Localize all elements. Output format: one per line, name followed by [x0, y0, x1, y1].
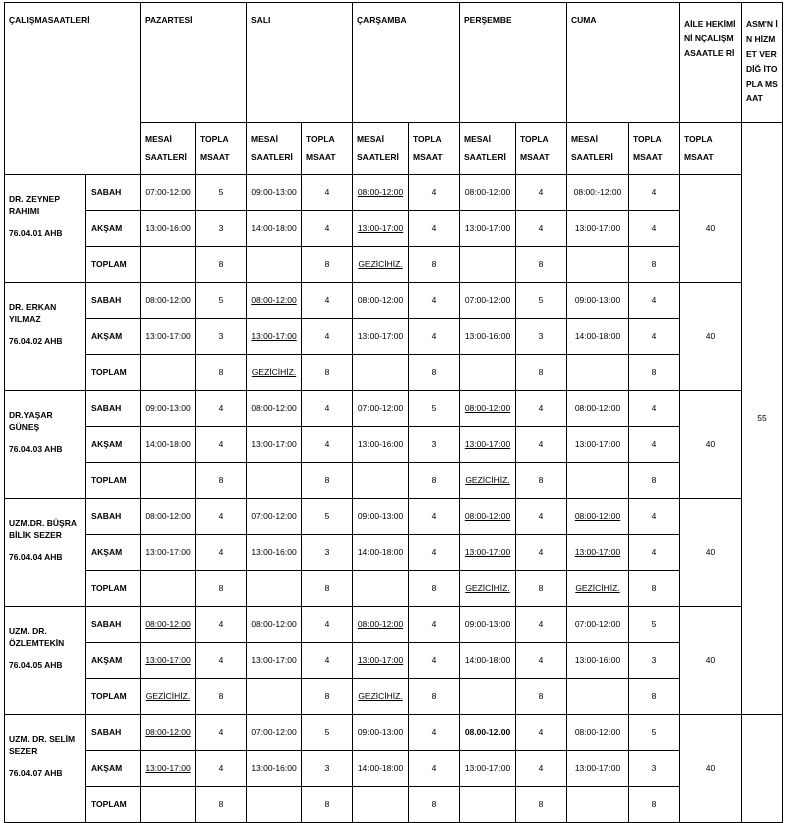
table-row: [5, 679, 783, 715]
table-row: [5, 175, 783, 211]
hours-cell: 8: [516, 679, 567, 715]
table-row: [5, 247, 783, 283]
time-range-cell: [460, 355, 516, 391]
time-range-cell: 07:00-12:00: [567, 607, 629, 643]
shift-label: TOPLAM: [86, 247, 141, 283]
time-range-cell: 08:00-12:00: [567, 391, 629, 427]
time-range-cell: 08:00-12:00: [247, 391, 302, 427]
time-range-cell: 08:00-12:00: [353, 283, 409, 319]
doctor-cell: [5, 175, 86, 283]
day-header-friday: CUMA: [567, 3, 680, 123]
hours-cell: 8: [409, 679, 460, 715]
hours-cell: 5: [409, 391, 460, 427]
hours-cell: 5: [302, 715, 353, 751]
hours-cell: 4: [629, 283, 680, 319]
shift-label: TOPLAM: [86, 355, 141, 391]
doctor-total-hours: 40: [680, 715, 742, 823]
time-range-cell: [141, 571, 196, 607]
time-range-cell: 07:00-12:00: [460, 283, 516, 319]
doctor-total-hours: 40: [680, 391, 742, 499]
hours-cell: 8: [516, 355, 567, 391]
time-range-cell: 13:00-17:00: [141, 643, 196, 679]
hours-cell: 4: [196, 391, 247, 427]
hours-cell: 8: [196, 247, 247, 283]
time-range-cell: GEZİCİHİZ.: [460, 571, 516, 607]
hours-cell: 8: [196, 571, 247, 607]
hours-cell: 4: [409, 499, 460, 535]
table-row: [5, 787, 783, 823]
shift-label: AKŞAM: [86, 643, 141, 679]
time-range-cell: 14:00-18:00: [460, 643, 516, 679]
table-row: [5, 643, 783, 679]
mesai-label: MESAİ SAATLERİ: [567, 123, 629, 175]
time-range-cell: GEZİCİHİZ.: [460, 463, 516, 499]
doctor-cell: [5, 391, 86, 499]
time-range-cell: 13:00-16:00: [353, 427, 409, 463]
hours-cell: 4: [302, 319, 353, 355]
time-range-cell: 13:00-16:00: [141, 211, 196, 247]
time-range-cell: 08:00-12:00: [141, 607, 196, 643]
hours-cell: 8: [196, 463, 247, 499]
time-range-cell: [567, 463, 629, 499]
empty-cell: [742, 715, 783, 823]
time-range-cell: 13:00-17:00: [567, 751, 629, 787]
time-range-cell: 08:00-12:00: [141, 715, 196, 751]
table-row: [5, 391, 783, 427]
mesai-label: MESAİ SAATLERİ: [353, 123, 409, 175]
hours-cell: 5: [516, 283, 567, 319]
time-range-cell: 08:00-12:00: [460, 499, 516, 535]
time-range-cell: 13:00-17:00: [460, 427, 516, 463]
mesai-label: MESAİ SAATLERİ: [247, 123, 302, 175]
time-range-cell: 13:00-17:00: [141, 319, 196, 355]
time-range-cell: [247, 787, 302, 823]
doctor-total-hours: 40: [680, 175, 742, 283]
hours-cell: 4: [516, 499, 567, 535]
doctor-cell: [5, 715, 86, 823]
hours-cell: 4: [409, 607, 460, 643]
hours-cell: 8: [409, 463, 460, 499]
doctor-name: UZM. DR. SELİM SEZER: [9, 734, 76, 757]
day-header-wednesday: ÇARŞAMBA: [353, 3, 460, 123]
time-range-cell: [353, 355, 409, 391]
toplam-label: TOPLA MSAAT: [516, 123, 567, 175]
doctor-code: 76.04.03 AHB: [9, 443, 63, 454]
time-range-cell: 13:00-16:00: [247, 751, 302, 787]
hours-cell: 3: [196, 211, 247, 247]
table-row: [5, 715, 783, 751]
hours-cell: 4: [302, 391, 353, 427]
hours-cell: 4: [409, 751, 460, 787]
time-range-cell: [247, 463, 302, 499]
time-range-cell: 13:00-17:00: [353, 643, 409, 679]
hours-cell: 4: [629, 535, 680, 571]
toplam-label: TOPLA MSAAT: [629, 123, 680, 175]
hours-cell: 4: [409, 211, 460, 247]
shift-label: AKŞAM: [86, 211, 141, 247]
hours-cell: 4: [196, 643, 247, 679]
time-range-cell: 08:00-12:00: [247, 283, 302, 319]
time-range-cell: 07:00-12:00: [141, 175, 196, 211]
shift-label: SABAH: [86, 175, 141, 211]
hours-cell: 8: [409, 571, 460, 607]
time-range-cell: GEZİCİHİZ.: [353, 247, 409, 283]
mesai-label: MESAİ SAATLERİ: [141, 123, 196, 175]
time-range-cell: 07:00-12:00: [247, 499, 302, 535]
hours-cell: 8: [409, 355, 460, 391]
table-row: [5, 355, 783, 391]
hours-cell: 8: [409, 247, 460, 283]
doctor-total-hours: 40: [680, 283, 742, 391]
time-range-cell: [567, 247, 629, 283]
time-range-cell: 13:00-17:00: [460, 211, 516, 247]
hours-cell: 4: [409, 319, 460, 355]
hours-cell: 4: [196, 499, 247, 535]
header-row: [5, 3, 783, 123]
doctor-cell: [5, 283, 86, 391]
time-range-cell: GEZİCİHİZ.: [247, 355, 302, 391]
doctor-total-hours: 40: [680, 499, 742, 607]
time-range-cell: 13:00-16:00: [460, 319, 516, 355]
hours-cell: 4: [516, 535, 567, 571]
hours-cell: 4: [629, 499, 680, 535]
time-range-cell: 09:00-13:00: [567, 283, 629, 319]
time-range-cell: 13:00-17:00: [567, 535, 629, 571]
hours-cell: 5: [629, 607, 680, 643]
hours-cell: 8: [629, 355, 680, 391]
working-hours-table: [4, 2, 783, 823]
toplam-label: TOPLA MSAAT: [302, 123, 353, 175]
doctor-name: DR. ERKAN YILMAZ: [9, 302, 57, 325]
hours-cell: 8: [629, 571, 680, 607]
hours-cell: 4: [302, 607, 353, 643]
time-range-cell: GEZİCİHİZ.: [353, 679, 409, 715]
hours-cell: 3: [302, 751, 353, 787]
hours-cell: 4: [302, 427, 353, 463]
table-row: [5, 211, 783, 247]
shift-label: AKŞAM: [86, 535, 141, 571]
doctor-code: 76.04.02 AHB: [9, 335, 63, 346]
hours-cell: 4: [196, 715, 247, 751]
time-range-cell: 13:00-17:00: [460, 751, 516, 787]
doctor-name: DR. ZEYNEP RAHIMI: [9, 194, 60, 217]
time-range-cell: [353, 787, 409, 823]
time-range-cell: 08:00:-12:00: [567, 175, 629, 211]
hours-cell: 4: [516, 643, 567, 679]
table-row: [5, 571, 783, 607]
hours-cell: 3: [302, 535, 353, 571]
doctor-code: 76.04.07 AHB: [9, 767, 63, 778]
time-range-cell: 08:00-12:00: [247, 607, 302, 643]
day-header-thursday: PERŞEMBE: [460, 3, 567, 123]
hours-cell: 4: [629, 427, 680, 463]
time-range-cell: 09:00-13:00: [353, 499, 409, 535]
time-range-cell: GEZİCİHİZ.: [567, 571, 629, 607]
hours-cell: 4: [516, 715, 567, 751]
time-range-cell: 08.00-12.00: [460, 715, 516, 751]
time-range-cell: 13:00-16:00: [247, 535, 302, 571]
hours-cell: 8: [629, 247, 680, 283]
time-range-cell: [141, 463, 196, 499]
mesai-label: MESAİ SAATLERİ: [460, 123, 516, 175]
hours-cell: 8: [516, 787, 567, 823]
time-range-cell: 13:00-16:00: [567, 643, 629, 679]
time-range-cell: 13:00-17:00: [567, 427, 629, 463]
shift-label: AKŞAM: [86, 319, 141, 355]
toplam-label: TOPLA MSAAT: [196, 123, 247, 175]
column-title: ÇALIŞMASAATLERİ: [5, 3, 141, 175]
time-range-cell: 13:00-17:00: [460, 535, 516, 571]
time-range-cell: [247, 247, 302, 283]
hours-cell: 5: [196, 283, 247, 319]
day-header-tuesday: SALI: [247, 3, 353, 123]
time-range-cell: 08:00-12:00: [567, 499, 629, 535]
doctor-name: UZM.DR. BÜŞRA BİLİK SEZER: [9, 518, 77, 541]
hours-cell: 4: [302, 283, 353, 319]
shift-label: SABAH: [86, 391, 141, 427]
hours-cell: 8: [302, 679, 353, 715]
hours-cell: 4: [516, 751, 567, 787]
hours-cell: 8: [302, 355, 353, 391]
table-row: [5, 427, 783, 463]
doctor-name: UZM. DR. ÖZLEMTEKİN: [9, 626, 65, 649]
time-range-cell: 08:00-12:00: [353, 175, 409, 211]
shift-label: SABAH: [86, 283, 141, 319]
doctor-total-hours: 40: [680, 607, 742, 715]
table-row: [5, 283, 783, 319]
time-range-cell: [460, 247, 516, 283]
time-range-cell: 13:00-17:00: [247, 319, 302, 355]
table-row: [5, 319, 783, 355]
hours-cell: 8: [196, 355, 247, 391]
time-range-cell: 13:00-17:00: [353, 211, 409, 247]
hours-cell: 8: [629, 463, 680, 499]
hours-cell: 5: [196, 175, 247, 211]
time-range-cell: 07:00-12:00: [353, 391, 409, 427]
shift-label: AKŞAM: [86, 427, 141, 463]
hours-cell: 8: [302, 787, 353, 823]
hours-cell: 4: [196, 535, 247, 571]
time-range-cell: 08:00-12:00: [141, 283, 196, 319]
hours-cell: 8: [196, 679, 247, 715]
hours-cell: 4: [196, 751, 247, 787]
time-range-cell: 13:00-17:00: [247, 427, 302, 463]
hours-cell: 8: [516, 463, 567, 499]
hours-cell: 4: [409, 643, 460, 679]
hours-cell: 4: [302, 175, 353, 211]
time-range-cell: 09:00-13:00: [353, 715, 409, 751]
doctor-cell: [5, 607, 86, 715]
doctor-code: 76.04.04 AHB: [9, 551, 63, 562]
time-range-cell: [141, 787, 196, 823]
hours-cell: 4: [409, 535, 460, 571]
time-range-cell: [141, 355, 196, 391]
table-row: [5, 751, 783, 787]
shift-label: AKŞAM: [86, 751, 141, 787]
time-range-cell: [141, 247, 196, 283]
hours-cell: 3: [196, 319, 247, 355]
hours-cell: 5: [302, 499, 353, 535]
shift-label: SABAH: [86, 607, 141, 643]
time-range-cell: 07:00-12:00: [247, 715, 302, 751]
time-range-cell: 08:00-12:00: [567, 715, 629, 751]
hours-cell: 3: [629, 643, 680, 679]
hours-cell: 4: [629, 391, 680, 427]
shift-label: TOPLAM: [86, 787, 141, 823]
hours-cell: 3: [629, 751, 680, 787]
hours-cell: 4: [196, 607, 247, 643]
time-range-cell: 13:00-17:00: [567, 211, 629, 247]
time-range-cell: [567, 787, 629, 823]
hours-cell: 5: [629, 715, 680, 751]
hours-cell: 4: [629, 175, 680, 211]
table-row: [5, 535, 783, 571]
hours-cell: 4: [516, 427, 567, 463]
doctor-cell: [5, 499, 86, 607]
hours-cell: 4: [629, 211, 680, 247]
hours-cell: 3: [516, 319, 567, 355]
hours-cell: 8: [302, 463, 353, 499]
time-range-cell: 09:00-13:00: [247, 175, 302, 211]
time-range-cell: 09:00-13:00: [460, 607, 516, 643]
toplam-label: TOPLA MSAAT: [680, 123, 742, 175]
table-row: [5, 607, 783, 643]
time-range-cell: 13:00-17:00: [141, 751, 196, 787]
time-range-cell: [567, 355, 629, 391]
time-range-cell: 13:00-17:00: [141, 535, 196, 571]
hours-cell: 3: [409, 427, 460, 463]
time-range-cell: [567, 679, 629, 715]
time-range-cell: 09:00-13:00: [141, 391, 196, 427]
time-range-cell: 08:00-12:00: [353, 607, 409, 643]
time-range-cell: [247, 679, 302, 715]
asm-total-hours-header: ASM'N İN HİZMET VERDİĞ İTOPLA MSAAT: [742, 3, 783, 123]
hours-cell: 4: [516, 211, 567, 247]
shift-label: TOPLAM: [86, 679, 141, 715]
time-range-cell: 14:00-18:00: [141, 427, 196, 463]
hours-cell: 4: [409, 715, 460, 751]
hours-cell: 4: [516, 607, 567, 643]
doctor-name: DR.YAŞAR GÜNEŞ: [9, 410, 53, 433]
hours-cell: 8: [629, 787, 680, 823]
hours-cell: 4: [302, 211, 353, 247]
hours-cell: 4: [302, 643, 353, 679]
hours-cell: 4: [516, 391, 567, 427]
time-range-cell: GEZİCİHİZ.: [141, 679, 196, 715]
hours-cell: 4: [196, 427, 247, 463]
time-range-cell: [460, 787, 516, 823]
family-doctor-hours-header: AİLE HEKİMİNİ NÇALIŞM ASAATLE Rİ: [680, 3, 742, 123]
hours-cell: 4: [516, 175, 567, 211]
shift-label: TOPLAM: [86, 571, 141, 607]
hours-cell: 8: [629, 679, 680, 715]
asm-total-hours: 55: [742, 123, 783, 715]
time-range-cell: 08:00-12:00: [460, 175, 516, 211]
time-range-cell: 14:00-18:00: [353, 535, 409, 571]
time-range-cell: [247, 571, 302, 607]
time-range-cell: 14:00-18:00: [353, 751, 409, 787]
hours-cell: 8: [302, 571, 353, 607]
hours-cell: 8: [516, 247, 567, 283]
table-row: [5, 463, 783, 499]
time-range-cell: 13:00-17:00: [353, 319, 409, 355]
toplam-label: TOPLA MSAAT: [409, 123, 460, 175]
doctor-code: 76.04.05 AHB: [9, 659, 63, 670]
time-range-cell: 14:00-18:00: [567, 319, 629, 355]
hours-cell: 4: [629, 319, 680, 355]
hours-cell: 4: [409, 175, 460, 211]
hours-cell: 8: [409, 787, 460, 823]
time-range-cell: [460, 679, 516, 715]
time-range-cell: [353, 571, 409, 607]
day-header-monday: PAZARTESİ: [141, 3, 247, 123]
doctor-code: 76.04.01 AHB: [9, 227, 63, 238]
hours-cell: 4: [409, 283, 460, 319]
shift-label: SABAH: [86, 499, 141, 535]
hours-cell: 8: [196, 787, 247, 823]
table-row: [5, 499, 783, 535]
hours-cell: 8: [516, 571, 567, 607]
shift-label: SABAH: [86, 715, 141, 751]
shift-label: TOPLAM: [86, 463, 141, 499]
time-range-cell: 13:00-17:00: [247, 643, 302, 679]
time-range-cell: 08:00-12:00: [460, 391, 516, 427]
time-range-cell: 08:00-12:00: [141, 499, 196, 535]
hours-cell: 8: [302, 247, 353, 283]
time-range-cell: [353, 463, 409, 499]
time-range-cell: 14:00-18:00: [247, 211, 302, 247]
